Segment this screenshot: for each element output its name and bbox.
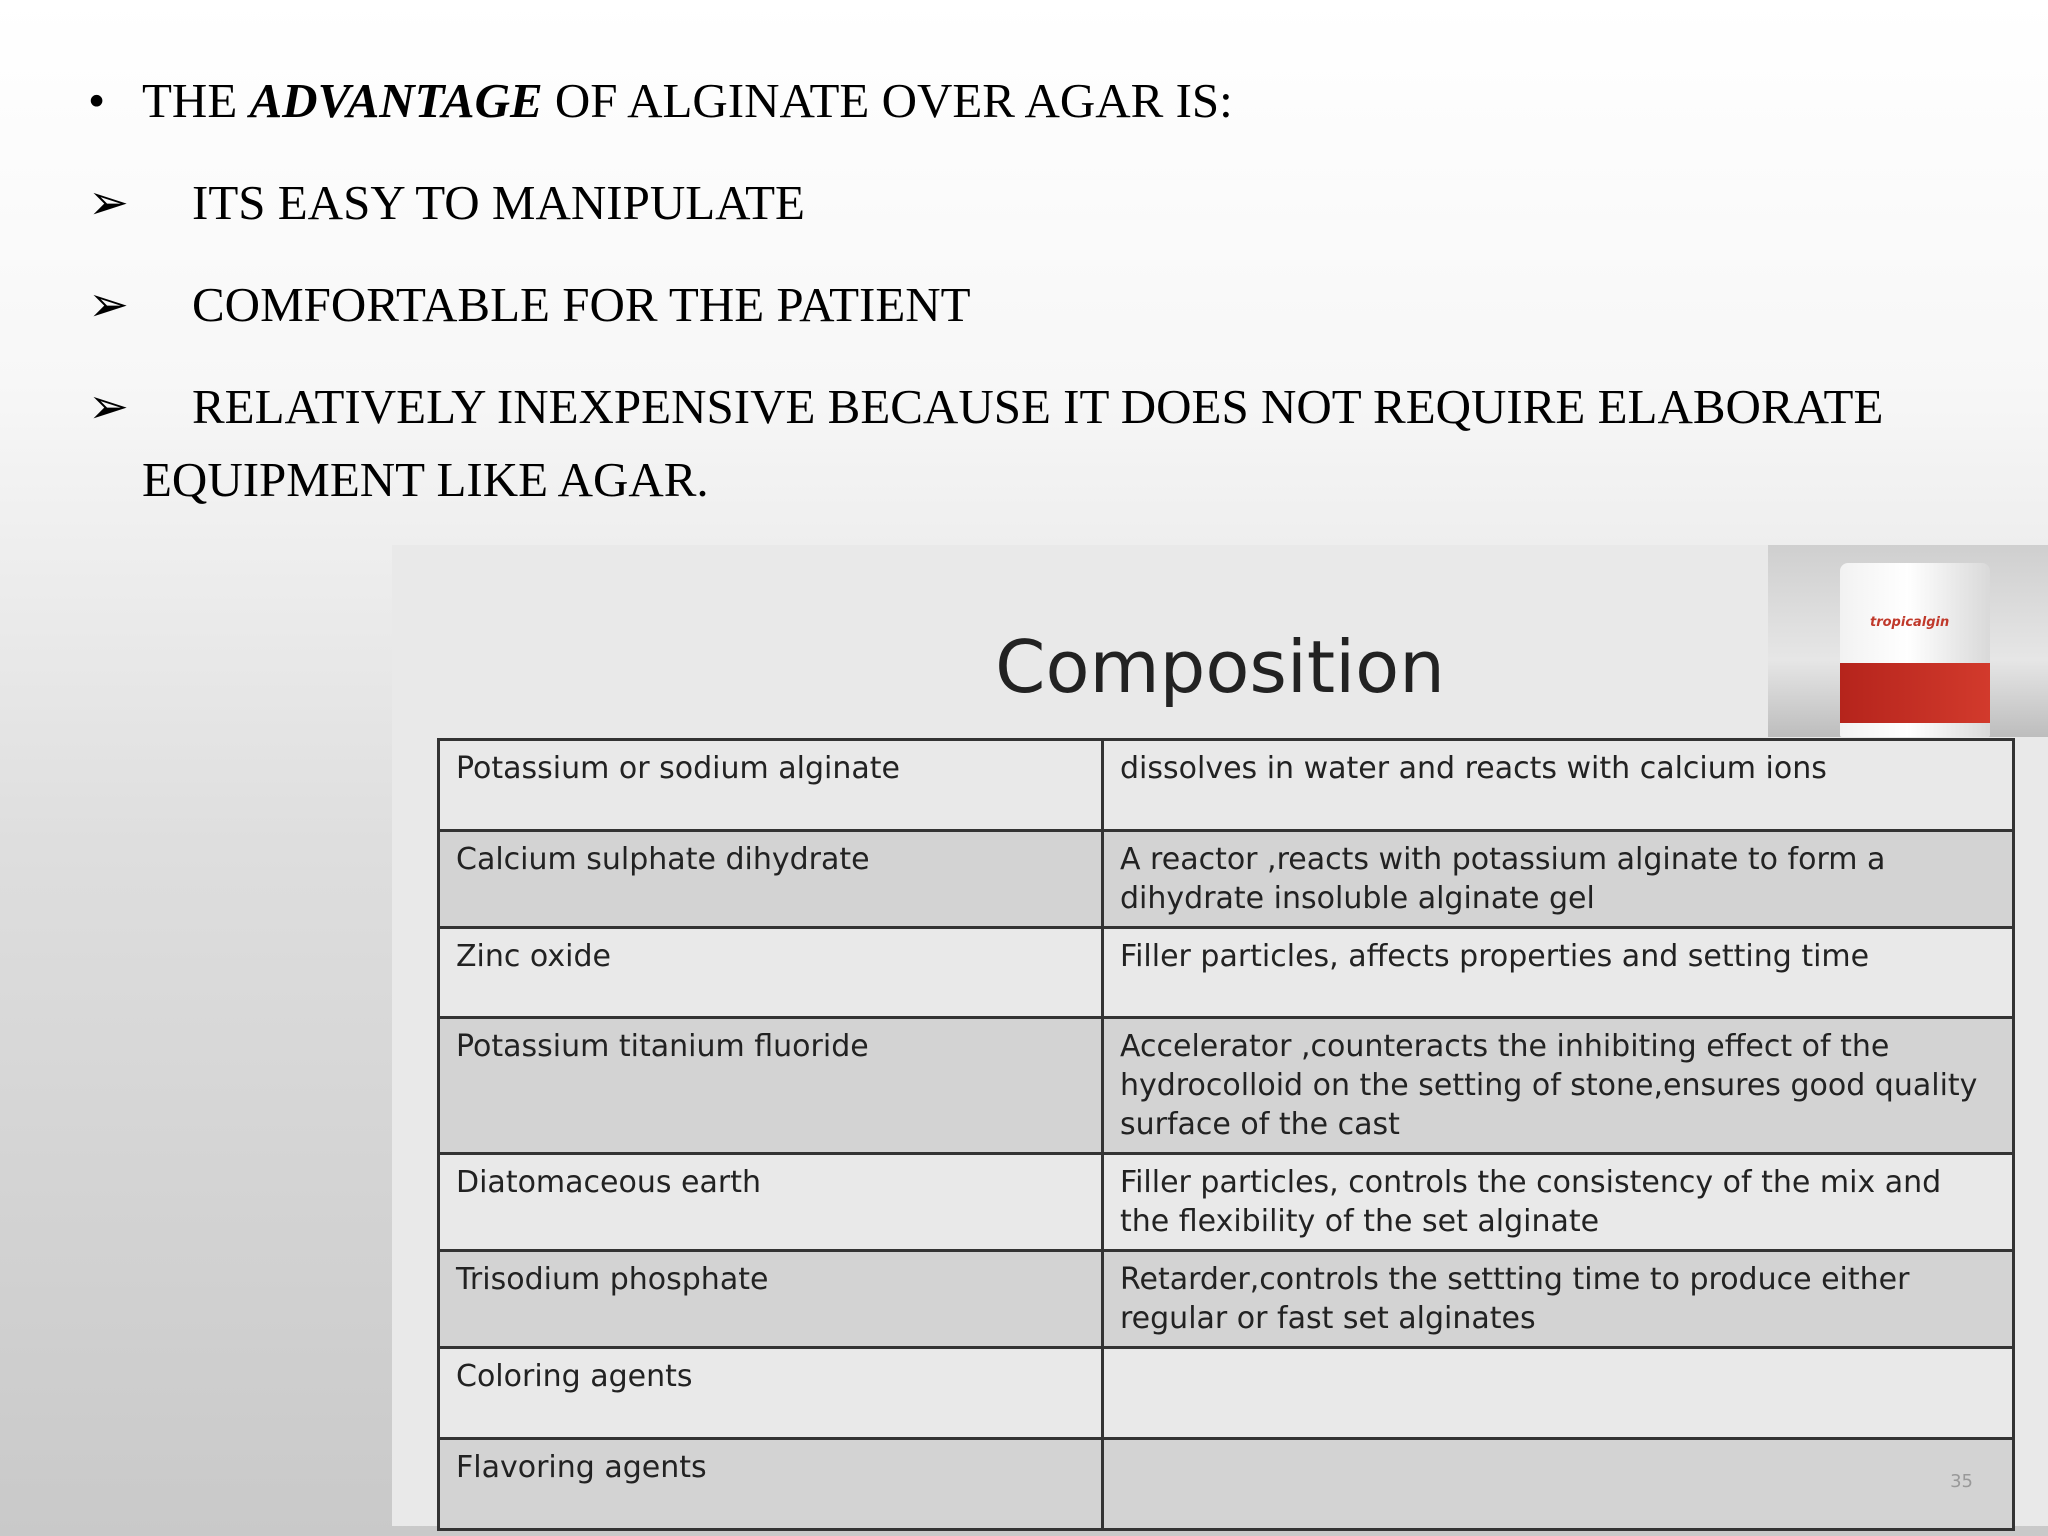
table-row — [439, 1439, 2014, 1530]
arrow-bullet-icon: ➢ — [88, 175, 130, 230]
composition-title: Composition — [995, 625, 1445, 709]
table-row — [439, 1018, 2014, 1154]
table-row — [439, 831, 2014, 928]
function-cell: Retarder,controls the settting time to produce either regular or fast set alginates — [1103, 1251, 2014, 1348]
table-row — [439, 1348, 2014, 1439]
function-cell: dissolves in water and reacts with calcium ions — [1103, 740, 2014, 831]
function-cell: A reactor ,reacts with potassium alginate to form a dihydrate insoluble alginate gel — [1103, 831, 2014, 928]
arrow-bullet-icon: ➢ — [88, 277, 130, 332]
alginate-bag-icon — [1840, 563, 1990, 737]
heading-text: THE ADVANTAGE OF ALGINATE OVER AGAR IS: — [142, 73, 1233, 128]
function-cell — [1103, 1348, 2014, 1439]
ingredient-cell: Potassium titanium fluoride — [439, 1018, 1103, 1154]
list-item-continuation: EQUIPMENT LIKE AGAR. — [142, 452, 709, 507]
ingredient-cell: Calcium sulphate dihydrate — [439, 831, 1103, 928]
ingredient-cell: Flavoring agents — [439, 1439, 1103, 1530]
composition-table — [437, 738, 2015, 1531]
ingredient-cell: Potassium or sodium alginate — [439, 740, 1103, 831]
table-row — [439, 1251, 2014, 1348]
page-number: 35 — [1950, 1471, 1973, 1492]
arrow-bullet-icon: ➢ — [88, 379, 130, 434]
function-cell: Accelerator ,counteracts the inhibiting effect of the hydrocolloid on the setting of stone,ensures good quality surface of the cast — [1103, 1018, 2014, 1154]
product-photo — [1768, 545, 2048, 737]
ingredient-cell: Coloring agents — [439, 1348, 1103, 1439]
bullet-dot-icon: • — [88, 73, 106, 128]
function-cell — [1103, 1439, 2014, 1530]
ingredient-cell: Diatomaceous earth — [439, 1154, 1103, 1251]
table-row — [439, 740, 2014, 831]
table-row — [439, 1154, 2014, 1251]
heading-emphasis: ADVANTAGE — [249, 73, 543, 128]
product-label: tropicalgin — [1870, 615, 1950, 630]
function-cell: Filler particles, affects properties and setting time — [1103, 928, 2014, 1018]
function-cell: Filler particles, controls the consistency of the mix and the flexibility of the set alginate — [1103, 1154, 2014, 1251]
embedded-slide-image — [392, 545, 2048, 1526]
table-row — [439, 928, 2014, 1018]
ingredient-cell: Zinc oxide — [439, 928, 1103, 1018]
ingredient-cell: Trisodium phosphate — [439, 1251, 1103, 1348]
